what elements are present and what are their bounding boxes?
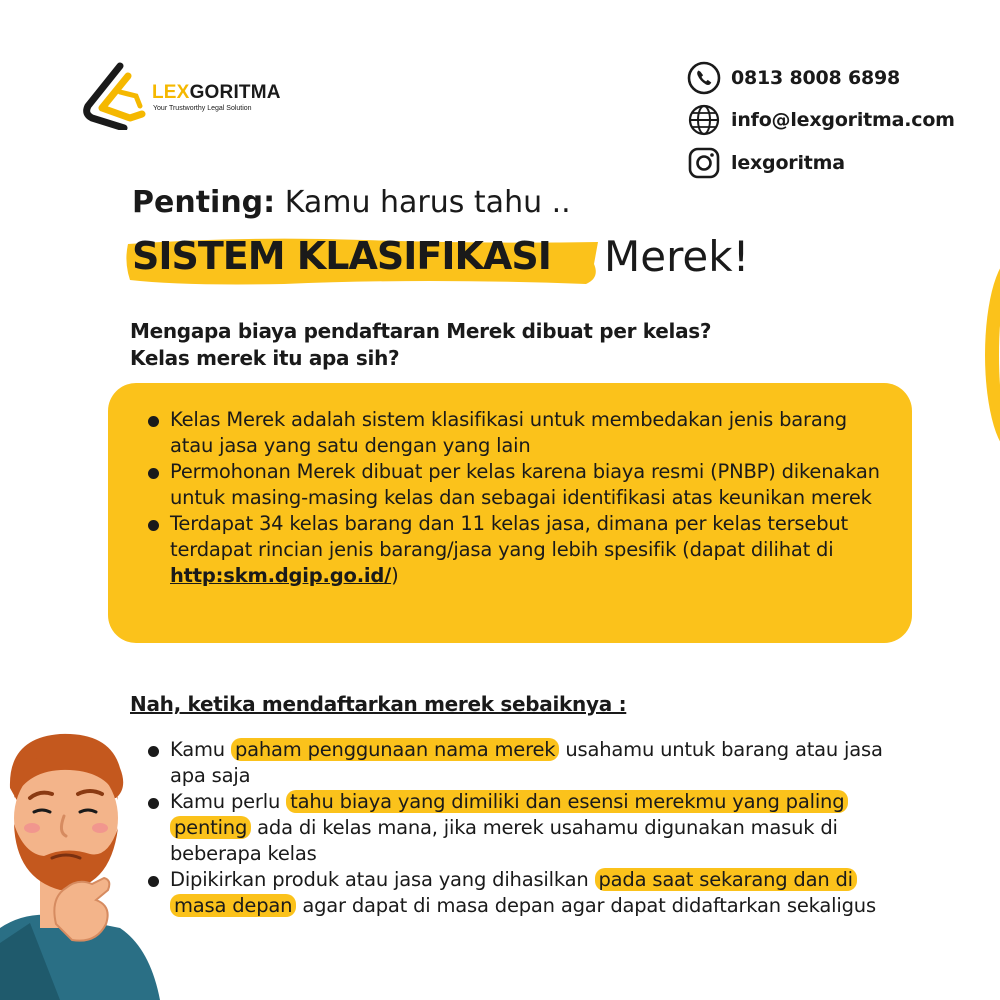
- info-item: [146, 459, 886, 511]
- info-item: [146, 511, 886, 589]
- thinking-man-illustration: [0, 728, 170, 1000]
- tip-item: [146, 737, 906, 789]
- headline-kicker-bold: Penting:: [132, 185, 276, 220]
- headline-highlight: SISTEM KLASIFIKASI: [132, 234, 551, 278]
- tip-1-post: usahamu untuk barang atau jasa apa saja: [170, 738, 883, 787]
- decorative-arc: [985, 255, 1000, 455]
- tips-list: [146, 737, 906, 919]
- phone-icon: [687, 61, 721, 95]
- info-item-3-end: ): [391, 564, 399, 587]
- contact-instagram[interactable]: [687, 145, 845, 181]
- info-list: [146, 407, 886, 589]
- contact-email-text: info@lexgoritma.com: [731, 109, 955, 131]
- info-item-1-text: Kelas Merek adalah sistem klasifikasi untuk membedakan jenis barang atau jasa yang satu dengan yang lain: [170, 408, 847, 457]
- headline-rest: Merek!: [604, 232, 750, 281]
- brand-name-part2: GORITMA: [189, 82, 281, 103]
- logo-mark-icon: [80, 62, 150, 130]
- question-line-1: Mengapa biaya pendaftaran Merek dibuat per kelas?: [130, 319, 712, 343]
- headline-kicker-rest: Kamu harus tahu ..: [284, 185, 571, 220]
- tip-item: [146, 789, 906, 867]
- tip-1-pre: Kamu: [170, 738, 231, 761]
- info-item-3-text: Terdapat 34 kelas barang dan 11 kelas jasa, dimana per kelas tersebut terdapat rincian jenis barang/jasa yang lebih spesifik (dapat dilihat di: [170, 512, 848, 561]
- brand-logo: [80, 62, 300, 130]
- tip-2-post: ada di kelas mana, jika merek usahamu digunakan masuk di beberapa kelas: [170, 816, 838, 865]
- contact-email[interactable]: [687, 102, 955, 138]
- tip-3-pre: Dipikirkan produk atau jasa yang dihasilkan: [170, 868, 595, 891]
- headline-kicker: [132, 185, 571, 220]
- contact-phone[interactable]: [687, 60, 900, 96]
- tip-2-pre: Kamu perlu: [170, 790, 287, 813]
- bullet-icon: [148, 520, 159, 531]
- info-item: [146, 407, 886, 459]
- brand-tagline: Your Trustworthy Legal Solution: [153, 105, 252, 112]
- tip-3-highlight: pada saat sekarang dan di masa depan: [170, 868, 857, 917]
- bullet-icon: [148, 416, 159, 427]
- bullet-icon: [148, 468, 159, 479]
- globe-icon: [687, 103, 721, 137]
- info-item-2-text: Permohonan Merek dibuat per kelas karena biaya resmi (PNBP) dikenakan untuk masing-masing kelas dan sebagai identifikasi atas keunikan merek: [170, 460, 880, 509]
- tip-item: [146, 867, 906, 919]
- brand-name-part1: LEX: [152, 82, 190, 103]
- contact-phone-text: 0813 8008 6898: [731, 67, 901, 89]
- tip-2-highlight: tahu biaya yang dimiliki dan esensi merekmu yang paling penting: [170, 790, 848, 839]
- brand-wordmark: [152, 82, 281, 104]
- contact-instagram-text: lexgoritma: [731, 152, 845, 174]
- question-heading: [130, 318, 711, 372]
- dgip-link[interactable]: http:skm.dgip.go.id/: [170, 564, 392, 587]
- tips-heading: Nah, ketika mendaftarkan merek sebaiknya :: [130, 692, 627, 716]
- instagram-icon: [687, 146, 721, 180]
- tip-3-post: agar dapat di masa depan agar dapat didaftarkan sekaligus: [296, 894, 876, 917]
- info-card: [108, 383, 912, 643]
- tip-1-highlight: paham penggunaan nama merek: [231, 738, 559, 761]
- question-line-2: Kelas merek itu apa sih?: [130, 346, 400, 370]
